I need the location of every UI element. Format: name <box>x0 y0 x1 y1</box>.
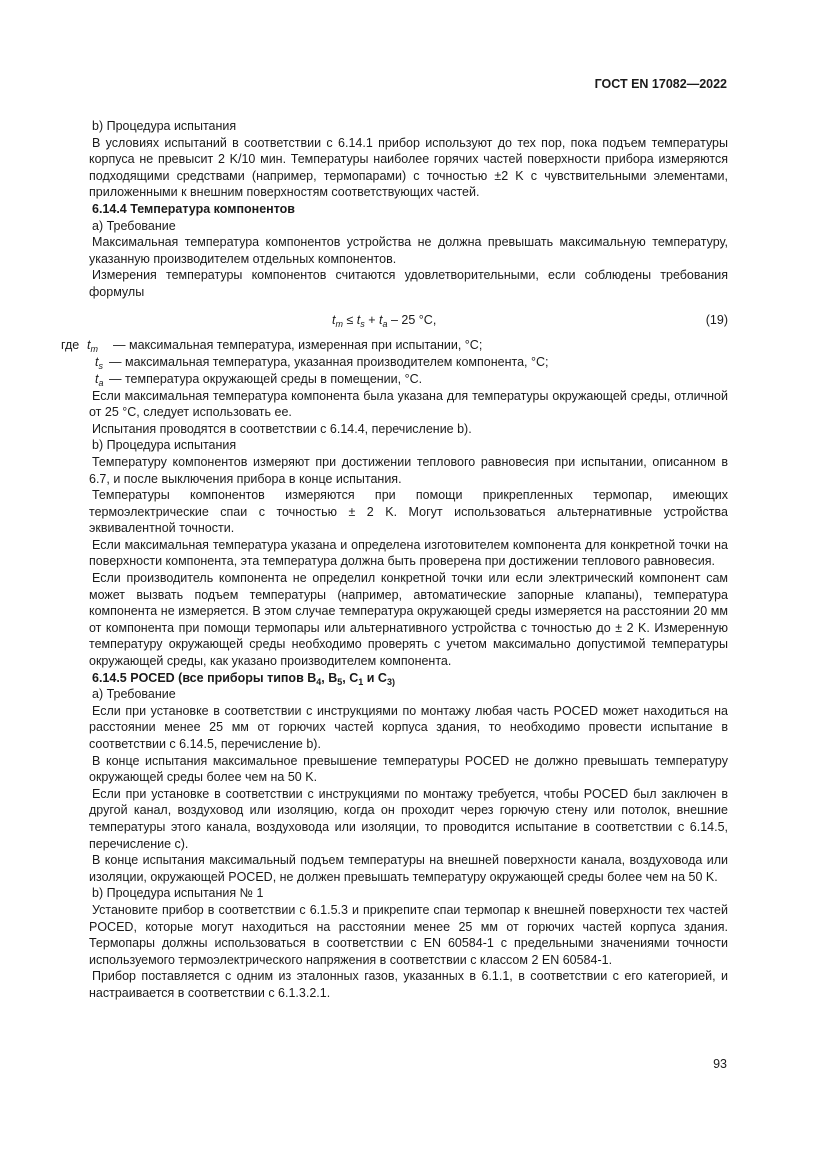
paragraph: Прибор поставляется с одним из эталонных газов, указанных в 6.1.1, в соответствии с его категорией, и настраивается в соответствии с 6.1.3.2.1. <box>89 969 728 1000</box>
paragraph: Испытания проводятся в соответствии с 6.14.4, перечисление b). <box>92 421 472 436</box>
section-heading: 6.14.4 Температура компонентов <box>92 201 295 216</box>
paragraph: b) Процедура испытания № 1 <box>92 886 264 901</box>
paragraph: b) Процедура испытания <box>92 119 237 133</box>
paragraph: Установите прибор в соответствии с 6.1.5.3 и прикрепите спаи термопар к внешней поверхности тех частей POCED, которые могут находиться на расстоянии менее 25 мм от горючих частей корпуса здания. Термопары должны использоваться в соответствии с EN 60584-1 с предельными значениями точности используемого термоэлектрического напряжения в соответствии с классом 2 EN 60584-1. <box>89 902 728 967</box>
paragraph: a) Требование <box>92 687 176 702</box>
legend-row-tm <box>61 337 728 354</box>
legend-desc: — максимальная температура, указанная производителем компонента, °C; <box>109 354 549 369</box>
document-header: ГОСТ EN 17082—2022 <box>594 77 727 91</box>
where-label: где <box>61 337 80 352</box>
heading-text: 6.14.5 POCED (все приборы типов B <box>92 670 317 685</box>
paragraph: В конце испытания максимальное превышение температуры POCED не должно превышать температуру окружающей среды более чем на 50 K. <box>89 753 728 785</box>
page-body <box>61 118 728 1002</box>
formula-number: (19) <box>705 312 728 327</box>
formula-19 <box>89 308 728 332</box>
paragraph: Если максимальная температура указана и определена изготовителем компонента для конкретной точки на поверхности компонента, эта температура должна быть проверена при достижении теплового равновесия. <box>89 537 728 569</box>
paragraph: Измерения температуры компонентов считаются удовлетворительными, если соблюдены требования формулы <box>89 268 728 299</box>
paragraph: Если максимальная температура компонента была указана для температуры окружающей среды, отличной от 25 °C, следует использовать ее. <box>89 388 728 420</box>
page-number: 93 <box>713 1057 727 1071</box>
section-heading: 6.14.5 POCED (все приборы типов $B_4$, $B_5$, $C_1$ и $C_{3)}$ <box>92 670 395 687</box>
paragraph: Температуру компонентов измеряют при достижении теплового равновесия при испытании, описанном в 6.7, и после выключения прибора в конце испытания. <box>89 454 728 486</box>
paragraph: В конце испытания максимальный подъем температуры на внешней поверхности канала, воздуховода или изоляции, окружающей POCED, не должен превышать температуру окружающей среды более чем на 50 K. <box>89 853 728 884</box>
symbol-ts: $t_s$ <box>95 354 103 371</box>
symbol-tm: $t_m$ <box>87 337 98 354</box>
paragraph: Если при установке в соответствии с инструкциями по монтажу требуется, чтобы POCED был заключен в другой канал, воздуховод или изоляцию, когда он проходит через горючую стену или потолок, внешние температуры этого канала, воздуховода или изоляции, то проводится испытание в соответствии с 6.14.5, перечисление c). <box>89 786 728 851</box>
paragraph: Если при установке в соответствии с инструкциями по монтажу любая часть POCED может находиться на расстоянии менее 25 мм от горючих частей корпуса здания, то необходимо провести испытание в соответствии с 6.14.5, перечисление b). <box>89 703 728 751</box>
legend-row-ts <box>89 354 728 371</box>
formula-expression: $t_m \le t_s + t_a - 25$ °C, <box>332 312 437 329</box>
paragraph: Максимальная температура компонентов устройства не должна превышать максимальную температуру, указанную производителем отдельных компонентов. <box>89 235 728 266</box>
formula-legend <box>61 337 728 388</box>
paragraph: a) Требование <box>92 218 176 233</box>
paragraph: В условиях испытаний в соответствии с 6.14.1 прибор используют до тех пор, пока подъем температуры корпуса не превысит 2 K/10 мин. Температуры наиболее горячих частей поверхности прибора измеряются подходящими средствами (например, термопарами) с точностью ±2 K с чувствительными элементами, приложенными к внешним поверхностям соответствующих частей. <box>89 135 728 200</box>
paragraph: Температуры компонентов измеряются при помощи прикрепленных термопар, имеющих термоэлектрические спаи с точностью ± 2 K. Могут использоваться альтернативные устройства эквивалентной точности. <box>89 488 728 536</box>
paragraph: b) Процедура испытания <box>92 438 237 453</box>
legend-row-ta <box>89 371 728 388</box>
legend-desc: — температура окружающей среды в помещении, °C. <box>109 371 423 386</box>
legend-desc: — максимальная температура, измеренная при испытании, °C; <box>113 337 483 352</box>
paragraph: Если производитель компонента не определил конкретной точки или если электрический компонент сам может вызвать подъем температуры (например, автоматические запорные клапаны), температура компонента не измеряется. В этом случае температура окружающей среды измеряется на расстоянии 20 мм от компонента при помощи термопары или альтернативного устройства с точностью до ± 2 K. Измеренную температуру окружающей среды необходимо проверять с учетом максимально допустимой температуры окружающей среды, как указано производителем компонента. <box>89 571 728 669</box>
symbol-ta: $t_a$ <box>95 371 104 388</box>
